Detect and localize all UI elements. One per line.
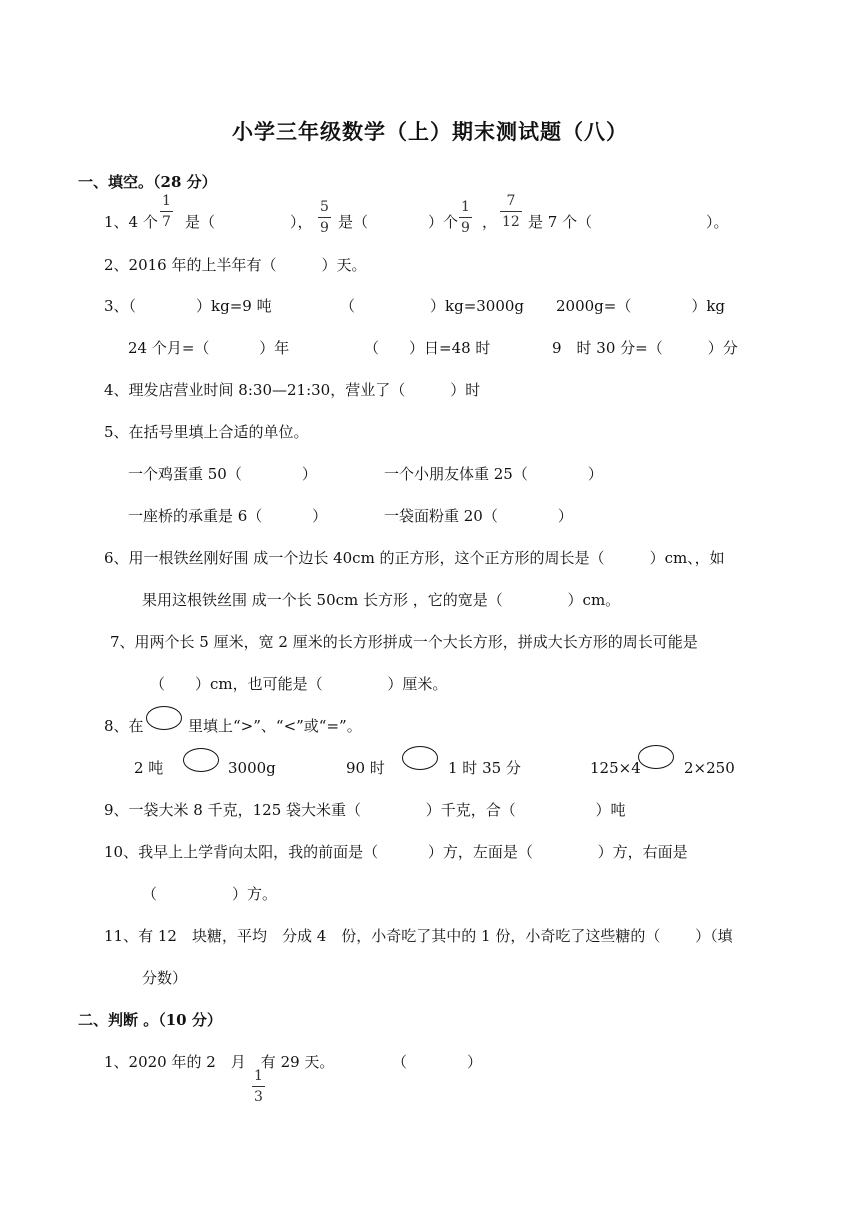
q6-line2: 果用这根铁丝围 成一个长 50cm 长方形 ，它的宽是（ ）cm。 (142, 591, 621, 609)
q10-line2: （ ）方。 (142, 885, 278, 903)
q10-line1: 10、我早上上学背向太阳，我的前面是（ ）方，左面是（ ）方，右面是 (104, 843, 688, 861)
q1-text-h: ）。 (706, 213, 729, 231)
q5-item-bridge: 一座桥的承重是 6（ ） (128, 507, 328, 525)
q3-row1-c: 2000g=（ ）kg (556, 297, 726, 315)
q8-cmp2-left: 90 时 (346, 759, 385, 777)
q11-line1: 11、有 12 块糖，平均 分成 4 份，小奇吃了其中的 1 份，小奇吃了这些糖的（ ）（填 (104, 927, 733, 945)
q3-row2-c: 9 时 30 分=（ ）分 (552, 339, 738, 357)
fraction-7-12: 7 12 (502, 193, 520, 230)
q8-cmp2-right: 1 时 35 分 (448, 759, 521, 777)
q8-cmp1-oval[interactable] (183, 748, 219, 772)
q7-line1: 7、用两个长 5 厘米，宽 2 厘米的长方形拼成一个大长方形，拼成大长方形的周长可能是 (110, 633, 698, 651)
q5-item-child: 一个小朋友体重 25（ ） (384, 465, 603, 483)
q3-row2-a: 24 个月=（ ）年 (128, 339, 290, 357)
q8-cmp1-right: 3000g (228, 759, 276, 777)
fraction-1-7: 1 7 (162, 193, 171, 230)
comparison-oval-icon (146, 706, 182, 730)
judge-q1-answer-paren[interactable]: （ ） (392, 1053, 483, 1071)
q8-prefix: 8、在 (104, 717, 144, 735)
fraction-1-9: 1 9 (461, 199, 470, 236)
q1-text-b: 是（ (185, 213, 216, 231)
q8-cmp3-left: 125×4 (590, 759, 641, 777)
q1-text-g: 是 7 个（ (528, 213, 593, 231)
fraction-5-9: 5 9 (320, 199, 329, 236)
q1-text-f: ， (482, 213, 498, 231)
q4-text: 4、理发店营业时间 8:30—21:30，营业了（ ）时 (104, 381, 481, 399)
q7-line2: （ ）cm，也可能是（ ）厘米。 (150, 675, 448, 693)
q8-instruction: 里填上“>”、“<”或“=”。 (188, 717, 362, 735)
q5-item-flour: 一袋面粉重 20（ ） (384, 507, 573, 525)
q5-item-egg: 一个鸡蛋重 50（ ） (128, 465, 317, 483)
q3-row1-a: 3、（ ）kg=9 吨 (104, 297, 272, 315)
q2-text: 2、2016 年的上半年有（ ）天。 (104, 256, 367, 274)
q8-cmp3-right: 2×250 (684, 759, 735, 777)
q11-line2: 分数） (142, 969, 188, 987)
q1-text-c: ）， (290, 213, 313, 231)
section-judge-heading: 二、判断 。（10 分） (78, 1011, 222, 1029)
q8-cmp2-oval[interactable] (402, 746, 438, 770)
q5-heading: 5、在括号里填上合适的单位。 (104, 423, 309, 441)
q9-text: 9、一袋大米 8 千克，125 袋大米重（ ）千克，合（ ）吨 (104, 801, 626, 819)
q8-cmp3-oval[interactable] (638, 745, 674, 769)
q1-prefix: 1、4 个 (104, 213, 158, 231)
q6-line1: 6、用一根铁丝刚好围 成一个边长 40cm 的正方形，这个正方形的周长是（ ）cm、，如 (104, 549, 725, 567)
fraction-1-3: 1 3 (254, 1068, 263, 1105)
q1-text-d: 是（ (338, 213, 369, 231)
q8-cmp1-left: 2 吨 (134, 759, 164, 777)
q3-row1-b: （ ）kg=3000g (340, 297, 525, 315)
section-fill-in-heading: 一、填空。（28 分） (78, 173, 217, 191)
judge-q1-text: 1、2020 年的 2 月 有 29 天。 (104, 1053, 335, 1071)
q3-row2-b: （ ）日=48 时 (364, 339, 491, 357)
q1-text-e: ）个 (428, 213, 459, 231)
page-title: 小学三年级数学（上）期末测试题（八） (232, 119, 628, 144)
